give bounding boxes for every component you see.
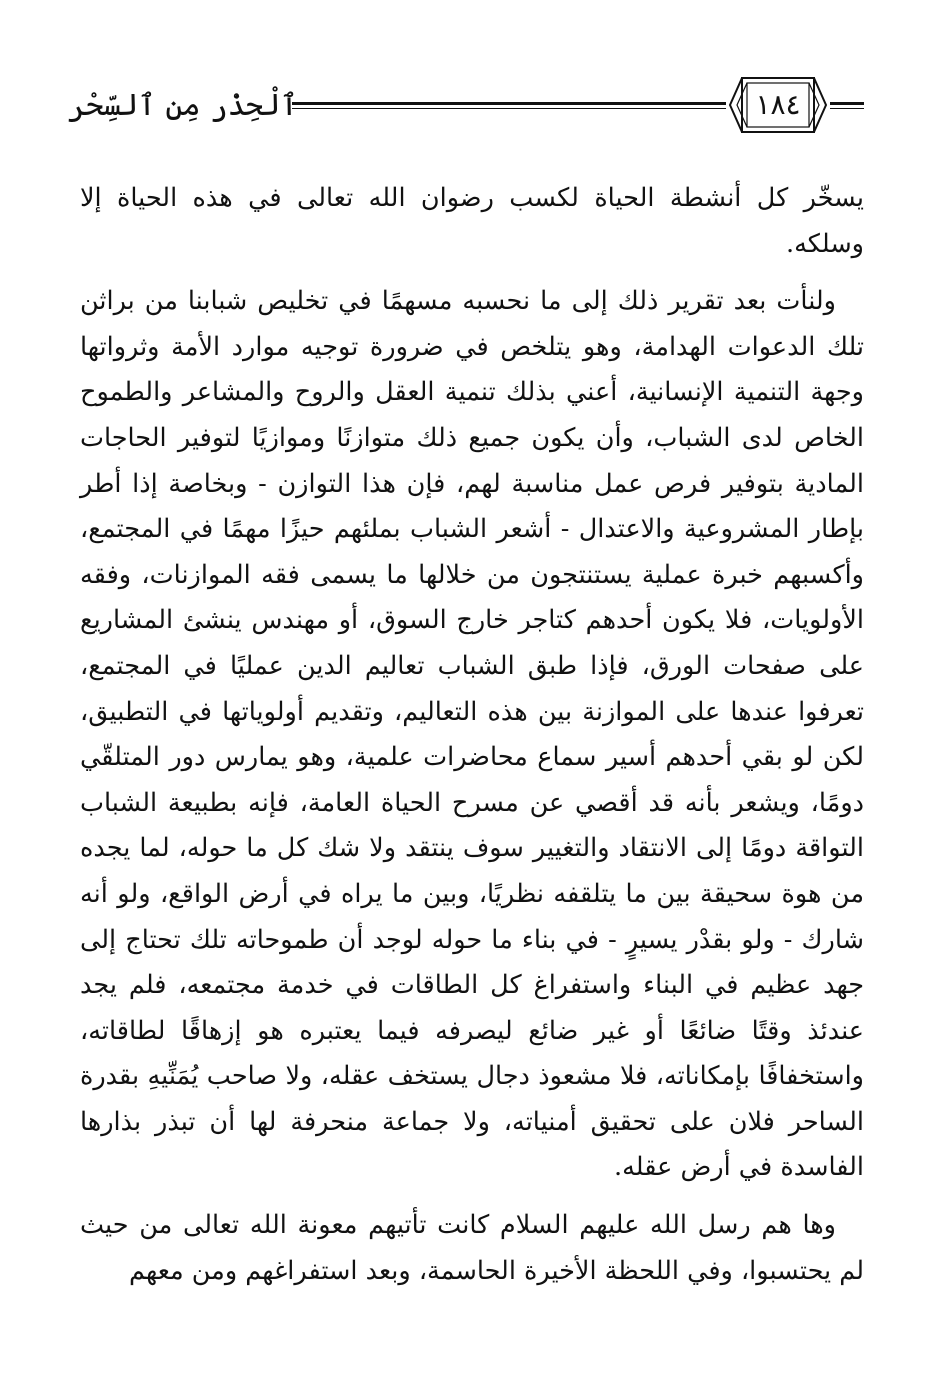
paragraph: وها هم رسل الله عليهم السلام كانت تأتيهم معونة الله تعالى من حيث لم يحتسبوا، وفي اللحظة الأخيرة الحاسمة، وبعد استفراغهم ومن معهم bbox=[80, 1210, 864, 1286]
running-title: ٱلْحِذْر مِن ٱلسِّحْر bbox=[67, 88, 298, 123]
paragraph-continued: يسخّر كل أنشطة الحياة لكسب رضوان الله تعالى في هذه الحياة إلا وسلكه. bbox=[80, 183, 864, 259]
header-rule-left bbox=[292, 102, 726, 105]
body-text bbox=[80, 176, 864, 1294]
page-number-frame bbox=[728, 74, 828, 136]
page-number: ١٨٤ bbox=[755, 87, 801, 121]
paragraph: ولنأت بعد تقرير ذلك إلى ما نحسبه مسهمًا في تخليص شبابنا من براثن تلك الدعوات الهدامة، وهو يتلخص في ضرورة توجيه موارد الأمة وثرواتها وجهة التنمية الإنسانية، أعني بذلك تنمية العقل والروح والمشاعر والطموح الخاص لدى الشباب، وأن يكون جميع ذلك متوازنًا وموازيًا لتوفير الحاجات المادية بتوفير فرص عمل مناسبة لهم، فإن هذا التوازن - وبخاصة إذا أطر بإطار المشروعية والاعتدال - أشعر الشباب بملئهم حيزًا مهمًا في المجتمع، وأكسبهم خبرة عملية يستنتجون من خلالها ما يسمى فقه الموازنات، وفقه الأولويات، فلا يكون أحدهم كتاجر خارج السوق، أو مهندس ينشئ المشاريع على صفحات الورق، فإذا طبق الشباب تعاليم الدين عمليًا في المجتمع، تعرفوا عندها على الموازنة بين هذه التعاليم، وتقديم أولوياتها في التطبيق، لكن لو بقي أحدهم أسير سماع محاضرات علمية، وهو يمارس دور المتلقّي دومًا، ويشعر بأنه قد أقصي عن مسرح الحياة العامة، فإنه بطبيعة الشباب التواقة دومًا إلى الانتقاد والتغيير سوف ينتقد ولا شك كل ما حوله، لما يجده من هوة سحيقة بين ما يتلقفه نظريًا، وبين ما يراه في أرض الواقع، ولو أنه شارك - ولو بقدْر يسيرٍ - في بناء ما حوله لوجد أن طموحاته تلك تحتاج إلى جهد عظيم في البناء واستفراغ كل الطاقات في خدمة مجتمعه، فلم يجد عندئذ وقتًا ضائعًا أو غير ضائع ليصرفه فيما يعتبره هو إزهاقًا لطاقاته، واستخفافًا بإمكاناته، فلا مشعوذ دجال يستخف عقله، ولا صاحب يُمَنِّيهِ بقدرة الساحر فلان على تحقيق أمنياته، ولا جماعة منحرفة لها أن تبذر بذارها الفاسدة في أرض عقله. bbox=[80, 286, 865, 1183]
header-rule-right bbox=[830, 102, 864, 105]
page-header bbox=[67, 72, 864, 144]
